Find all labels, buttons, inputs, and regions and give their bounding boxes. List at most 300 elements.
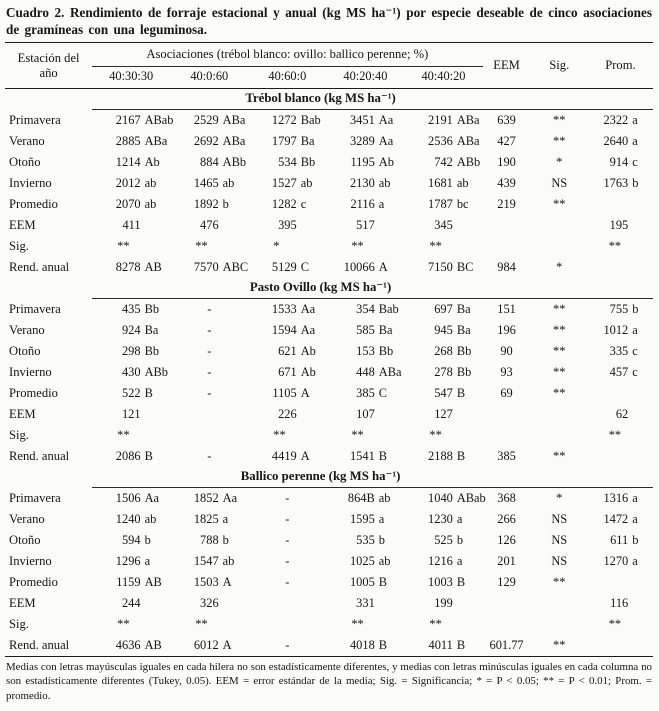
cell-value: 345 <box>434 217 453 232</box>
cell-value: 671 <box>278 364 297 379</box>
cell-value: 1040 <box>428 491 453 506</box>
cell-value: 1282 <box>271 196 297 211</box>
cell-letters: a <box>632 133 638 148</box>
table-cell <box>248 257 326 278</box>
table-cell <box>170 194 248 215</box>
table-cell <box>248 299 326 320</box>
cell-letters: Ba <box>300 133 315 148</box>
table-cell <box>404 341 482 362</box>
table-cell: ** <box>553 343 566 358</box>
row-label: Verano <box>9 322 45 337</box>
cell-value: 2167 <box>115 113 141 128</box>
cell-value: 268 <box>434 343 453 358</box>
table-cell <box>326 152 404 173</box>
cell-letters: ABa <box>456 113 480 128</box>
table-cell <box>92 152 170 173</box>
table-cell <box>92 572 170 593</box>
cell-letters: bc <box>456 196 469 211</box>
table-cell <box>326 446 404 467</box>
cell-value: 1270 <box>603 553 629 568</box>
table-cell <box>248 215 326 236</box>
cell-letters: Ab <box>300 343 316 358</box>
table-row <box>5 299 653 320</box>
table-cell <box>404 551 482 572</box>
table-cell <box>404 593 482 614</box>
cell-value: 2885 <box>115 133 141 148</box>
table-cell <box>483 614 531 635</box>
cell-value: 788 <box>200 532 219 547</box>
table-footnote: Medias con letras mayúsculas iguales en cada hilera no son estadísticamente diferentes, y medias con letras minúsculas iguales en cada columna no son estadísticamente diferentes (Tukey, 0.05). EEM = error estándar de la media; Sig. = Significancia; * = P < 0.05; ** = P < 0.01; Prom. = promedio. <box>5 656 653 703</box>
table-cell <box>531 236 588 257</box>
table-cell <box>588 614 653 635</box>
cell-value: 945 <box>434 322 453 337</box>
cell-letters: B <box>378 448 388 463</box>
cell-value: ** <box>608 238 622 253</box>
table-row <box>5 383 653 404</box>
table-cell <box>404 110 482 131</box>
cell-letters: ab <box>222 175 235 190</box>
cell-value: 1214 <box>115 154 141 169</box>
table-cell <box>170 635 248 656</box>
table-cell <box>92 614 170 635</box>
table-cell <box>170 614 248 635</box>
cell-value: ** <box>429 427 442 442</box>
table-cell: 69 <box>500 385 513 400</box>
table-cell <box>248 173 326 194</box>
table-cell <box>404 362 482 383</box>
cell-value: 411 <box>122 217 141 232</box>
table-cell <box>588 236 653 257</box>
table-cell <box>404 530 482 551</box>
table-cell <box>248 593 326 614</box>
cell-value: 697 <box>434 302 453 317</box>
cell-value: 2086 <box>115 448 141 463</box>
table-cell <box>588 530 653 551</box>
table-cell: * <box>556 491 563 506</box>
table-cell <box>170 236 248 257</box>
table-cell <box>92 320 170 341</box>
table-cell: - <box>207 448 212 463</box>
table-row <box>5 131 653 152</box>
table-cell <box>588 509 653 530</box>
table-cell: 90 <box>500 343 513 358</box>
cell-value: 2536 <box>428 133 453 148</box>
table-cell: - <box>285 637 290 652</box>
row-label: Verano <box>9 511 45 526</box>
table-row <box>5 488 653 509</box>
table-cell <box>588 488 653 509</box>
cell-value: 1852 <box>193 491 219 506</box>
table-cell: 93 <box>500 364 513 379</box>
cell-value: ** <box>351 427 364 442</box>
cell-letters: Bab <box>378 302 399 317</box>
table-cell <box>326 488 404 509</box>
cell-letters: BC <box>456 259 474 274</box>
row-label: Sig. <box>9 616 29 631</box>
table-cell <box>170 593 248 614</box>
table-cell <box>404 320 482 341</box>
cell-value: ** <box>117 616 130 631</box>
table-cell <box>92 236 170 257</box>
cell-value: 1506 <box>115 491 141 506</box>
cell-value: 2529 <box>193 113 219 128</box>
row-label: Promedio <box>9 385 58 400</box>
header-sig: Sig. <box>531 43 588 89</box>
cell-value: 1763 <box>603 175 629 190</box>
cell-letters: ab <box>456 175 469 190</box>
table-cell <box>588 320 653 341</box>
table-cell <box>326 593 404 614</box>
table-cell <box>248 152 326 173</box>
cell-value: ** <box>429 616 442 631</box>
cell-value: 1547 <box>193 553 219 568</box>
table-cell <box>326 635 404 656</box>
cell-value: 7150 <box>428 259 453 274</box>
table-cell <box>248 194 326 215</box>
cell-letters: b <box>632 532 639 547</box>
table-cell <box>326 425 404 446</box>
cell-value: 116 <box>610 595 629 610</box>
table-cell <box>326 614 404 635</box>
cell-letters: a <box>456 511 463 526</box>
table-cell <box>588 131 653 152</box>
header-ratio-40-40-20: 40:40:20 <box>404 67 482 89</box>
table-cell <box>170 551 248 572</box>
cell-letters: ABb <box>456 154 481 169</box>
cell-value: 1012 <box>603 322 629 337</box>
header-eem: EEM <box>483 43 531 89</box>
cell-value: 585 <box>356 322 375 337</box>
header-row-1 <box>5 43 653 67</box>
table-cell: ** <box>553 364 566 379</box>
header-estacion-del-ano: Estación del año <box>5 43 92 89</box>
table-cell <box>326 320 404 341</box>
table-cell <box>92 257 170 278</box>
cell-letters: b <box>456 532 464 547</box>
table-cell <box>92 488 170 509</box>
cell-value: 2322 <box>603 113 629 128</box>
table-row <box>5 257 653 278</box>
table-row <box>5 110 653 131</box>
cell-letters: Aa <box>144 491 160 506</box>
table-cell <box>170 509 248 530</box>
cell-value: 1595 <box>349 511 375 526</box>
table-row <box>5 593 653 614</box>
table-cell <box>404 425 482 446</box>
table-row <box>5 572 653 593</box>
table-cell <box>404 194 482 215</box>
cell-value: 335 <box>609 343 629 358</box>
cell-letters: a <box>378 196 385 211</box>
cell-value: * <box>273 238 280 253</box>
table-cell <box>404 446 482 467</box>
table-cell <box>404 131 482 152</box>
table-cell <box>170 215 248 236</box>
cell-value: 153 <box>356 343 375 358</box>
table-cell <box>326 551 404 572</box>
table-cell <box>92 593 170 614</box>
row-label: Otoño <box>9 532 41 547</box>
header-asociaciones: Asociaciones (trébol blanco: ovillo: ballico perenne; %) <box>92 43 482 67</box>
table-cell <box>326 257 404 278</box>
cell-letters: Bb <box>378 343 394 358</box>
cell-value: 914 <box>609 154 629 169</box>
table-cell: 151 <box>497 302 516 317</box>
cell-letters: Bb <box>144 302 160 317</box>
cell-value: ** <box>117 427 130 442</box>
table-cell <box>92 425 170 446</box>
cell-value: 1005 <box>349 574 375 589</box>
cell-letters: ab <box>144 196 157 211</box>
cell-letters: ab <box>300 175 313 190</box>
table-cell: ** <box>553 322 566 337</box>
row-label: Promedio <box>9 196 58 211</box>
cell-letters: B <box>456 448 466 463</box>
cell-value: 4636 <box>115 637 141 652</box>
table-cell <box>326 110 404 131</box>
table-cell <box>326 509 404 530</box>
table-cell: * <box>556 154 563 169</box>
cell-letters: Aa <box>378 133 394 148</box>
table-cell <box>404 509 482 530</box>
cell-value: 1216 <box>428 553 453 568</box>
header-ratio-40-60-0: 40:60:0 <box>248 67 326 89</box>
cell-value: 2012 <box>115 175 141 190</box>
cell-value: 1316 <box>603 491 629 506</box>
table-row <box>5 320 653 341</box>
cell-letters: A <box>222 574 232 589</box>
table-cell: - <box>285 491 290 506</box>
table-cell <box>170 404 248 425</box>
table-cell <box>404 488 486 509</box>
table-cell <box>326 299 404 320</box>
table-cell <box>588 404 653 425</box>
cell-letters: ab <box>144 175 157 190</box>
cell-value: 1272 <box>271 113 297 128</box>
cell-letters: a <box>632 322 638 337</box>
table-cell: 129 <box>497 574 516 589</box>
table-cell <box>588 446 653 467</box>
cell-letters: b <box>378 532 385 547</box>
cell-letters: ABab <box>144 113 174 128</box>
cell-value: ** <box>608 616 622 631</box>
cell-letters: C <box>300 259 309 274</box>
cell-value: 1787 <box>428 196 453 211</box>
table-cell: - <box>207 343 212 358</box>
cell-value: 244 <box>121 595 141 610</box>
table-cell <box>92 404 170 425</box>
table-cell <box>483 425 531 446</box>
table-row <box>5 635 653 656</box>
cell-value: ** <box>195 616 208 631</box>
table-cell: NS <box>551 553 568 568</box>
cell-value: 395 <box>278 217 297 232</box>
row-label: Rend. anual <box>9 448 70 463</box>
table-cell <box>92 341 170 362</box>
section-spacer <box>5 278 92 299</box>
table-cell <box>92 383 170 404</box>
cell-value: 621 <box>278 343 297 358</box>
cell-value: ** <box>608 427 622 442</box>
cell-letters: Bb <box>300 154 316 169</box>
cell-value: 742 <box>434 154 453 169</box>
row-label: EEM <box>9 217 36 232</box>
table-cell <box>248 404 326 425</box>
row-label: Otoño <box>9 343 41 358</box>
cell-value: 2692 <box>193 133 219 148</box>
table-cell <box>326 236 404 257</box>
cell-letters: B <box>378 574 388 589</box>
cell-letters: Aa <box>300 322 316 337</box>
table-cell <box>483 404 531 425</box>
cell-value: 7570 <box>193 259 219 274</box>
cell-value: 199 <box>434 595 453 610</box>
cell-letters: B <box>456 385 466 400</box>
cell-value: 594 <box>121 532 141 547</box>
table-cell <box>326 215 404 236</box>
table-cell <box>170 173 248 194</box>
cell-value: 1527 <box>271 175 297 190</box>
cell-letters: AB <box>144 637 162 652</box>
cell-value: 1465 <box>193 175 219 190</box>
table-cell <box>248 110 326 131</box>
section-title-row <box>5 89 653 110</box>
row-label: Verano <box>9 133 45 148</box>
cell-value: 127 <box>434 406 453 421</box>
table-cell <box>404 236 482 257</box>
cell-value: 3451 <box>349 113 375 128</box>
cell-value: 121 <box>121 406 141 421</box>
cell-value: 1003 <box>428 574 453 589</box>
table-cell <box>531 593 588 614</box>
cell-value: 547 <box>434 385 453 400</box>
section-title: Trébol blanco (kg MS ha⁻¹) <box>92 89 653 110</box>
table-cell <box>404 383 482 404</box>
cell-letters: ABa <box>378 364 402 379</box>
cell-value: 2188 <box>428 448 453 463</box>
table-cell: ** <box>553 133 566 148</box>
cell-letters: B <box>378 637 388 652</box>
cell-value: 4011 <box>428 637 453 652</box>
cell-value: 457 <box>609 364 629 379</box>
cell-letters: a <box>456 553 463 568</box>
cell-value: 10066 <box>343 259 375 274</box>
table-cell: 984 <box>497 259 516 274</box>
table-cell <box>248 236 326 257</box>
cell-value: 6012 <box>193 637 219 652</box>
table-cell: NS <box>551 532 568 547</box>
cell-value: 1797 <box>271 133 297 148</box>
cell-value: 2191 <box>428 113 453 128</box>
table-cell <box>170 425 248 446</box>
table-cell: ** <box>553 637 566 652</box>
table-cell: - <box>285 553 290 568</box>
cell-value: 1240 <box>115 511 141 526</box>
table-cell <box>588 593 653 614</box>
cell-letters: a <box>632 491 638 506</box>
table-cell <box>588 194 653 215</box>
table-cell: - <box>285 532 290 547</box>
cell-value: 385 <box>356 385 375 400</box>
table-cell <box>92 131 170 152</box>
table-cell <box>92 509 170 530</box>
table-cell <box>248 614 326 635</box>
table-cell <box>326 530 404 551</box>
cell-letters: ABb <box>222 154 247 169</box>
section-title: Pasto Ovillo (kg MS ha⁻¹) <box>92 278 653 299</box>
cell-value: 1541 <box>349 448 375 463</box>
table-cell <box>326 383 404 404</box>
table-cell <box>92 194 170 215</box>
cell-value: 435 <box>121 302 141 317</box>
table-cell: - <box>285 574 290 589</box>
cell-letters: b <box>632 175 639 190</box>
cell-value: 195 <box>609 217 629 232</box>
cell-value: ** <box>351 616 364 631</box>
cell-value: 3289 <box>349 133 375 148</box>
table-cell <box>483 593 531 614</box>
cell-letters: a <box>632 113 638 128</box>
cell-value: 62 <box>615 406 629 421</box>
cell-letters: Ab <box>378 154 394 169</box>
cell-value: 2116 <box>350 196 375 211</box>
table-cell: NS <box>551 511 568 526</box>
table-cell: - <box>207 302 212 317</box>
cell-letters: ab <box>378 553 391 568</box>
cell-letters: a <box>632 511 638 526</box>
table-row <box>5 530 653 551</box>
cell-value: 2130 <box>349 175 375 190</box>
cell-letters: A <box>378 259 388 274</box>
header-ratio-40-20-40: 40:20:40 <box>326 67 404 89</box>
table-row <box>5 425 653 446</box>
row-label: Primavera <box>9 112 61 127</box>
cell-letters: Aa <box>300 302 316 317</box>
cell-letters: a <box>632 553 638 568</box>
table-cell <box>92 635 170 656</box>
cell-letters: Aa <box>222 491 238 506</box>
table-row <box>5 446 653 467</box>
table-cell <box>588 152 653 173</box>
row-label: Sig. <box>9 238 29 253</box>
cell-value: 1025 <box>349 553 375 568</box>
table-cell <box>531 614 588 635</box>
cell-letters: b <box>222 196 229 211</box>
table-cell: 266 <box>497 511 516 526</box>
table-cell <box>326 341 404 362</box>
cell-letters: Aa <box>378 113 394 128</box>
cell-value: 4419 <box>271 448 297 463</box>
table-cell <box>92 551 170 572</box>
cell-letters: a <box>144 553 151 568</box>
cell-value: 1195 <box>350 154 375 169</box>
table-cell <box>588 299 653 320</box>
cell-letters: ABab <box>456 491 486 506</box>
table-cell <box>326 572 404 593</box>
cell-letters: ab <box>378 175 391 190</box>
row-label: Otoño <box>9 154 41 169</box>
row-label: Promedio <box>9 574 58 589</box>
cell-letters: AB <box>144 574 162 589</box>
cell-letters: Ab <box>300 364 316 379</box>
table-cell: 639 <box>497 113 516 128</box>
table-cell <box>588 383 653 404</box>
table-cell <box>92 530 170 551</box>
cell-letters: A <box>300 448 310 463</box>
table-cell <box>588 110 653 131</box>
cell-value: 1825 <box>193 511 219 526</box>
cell-value: 326 <box>200 595 219 610</box>
